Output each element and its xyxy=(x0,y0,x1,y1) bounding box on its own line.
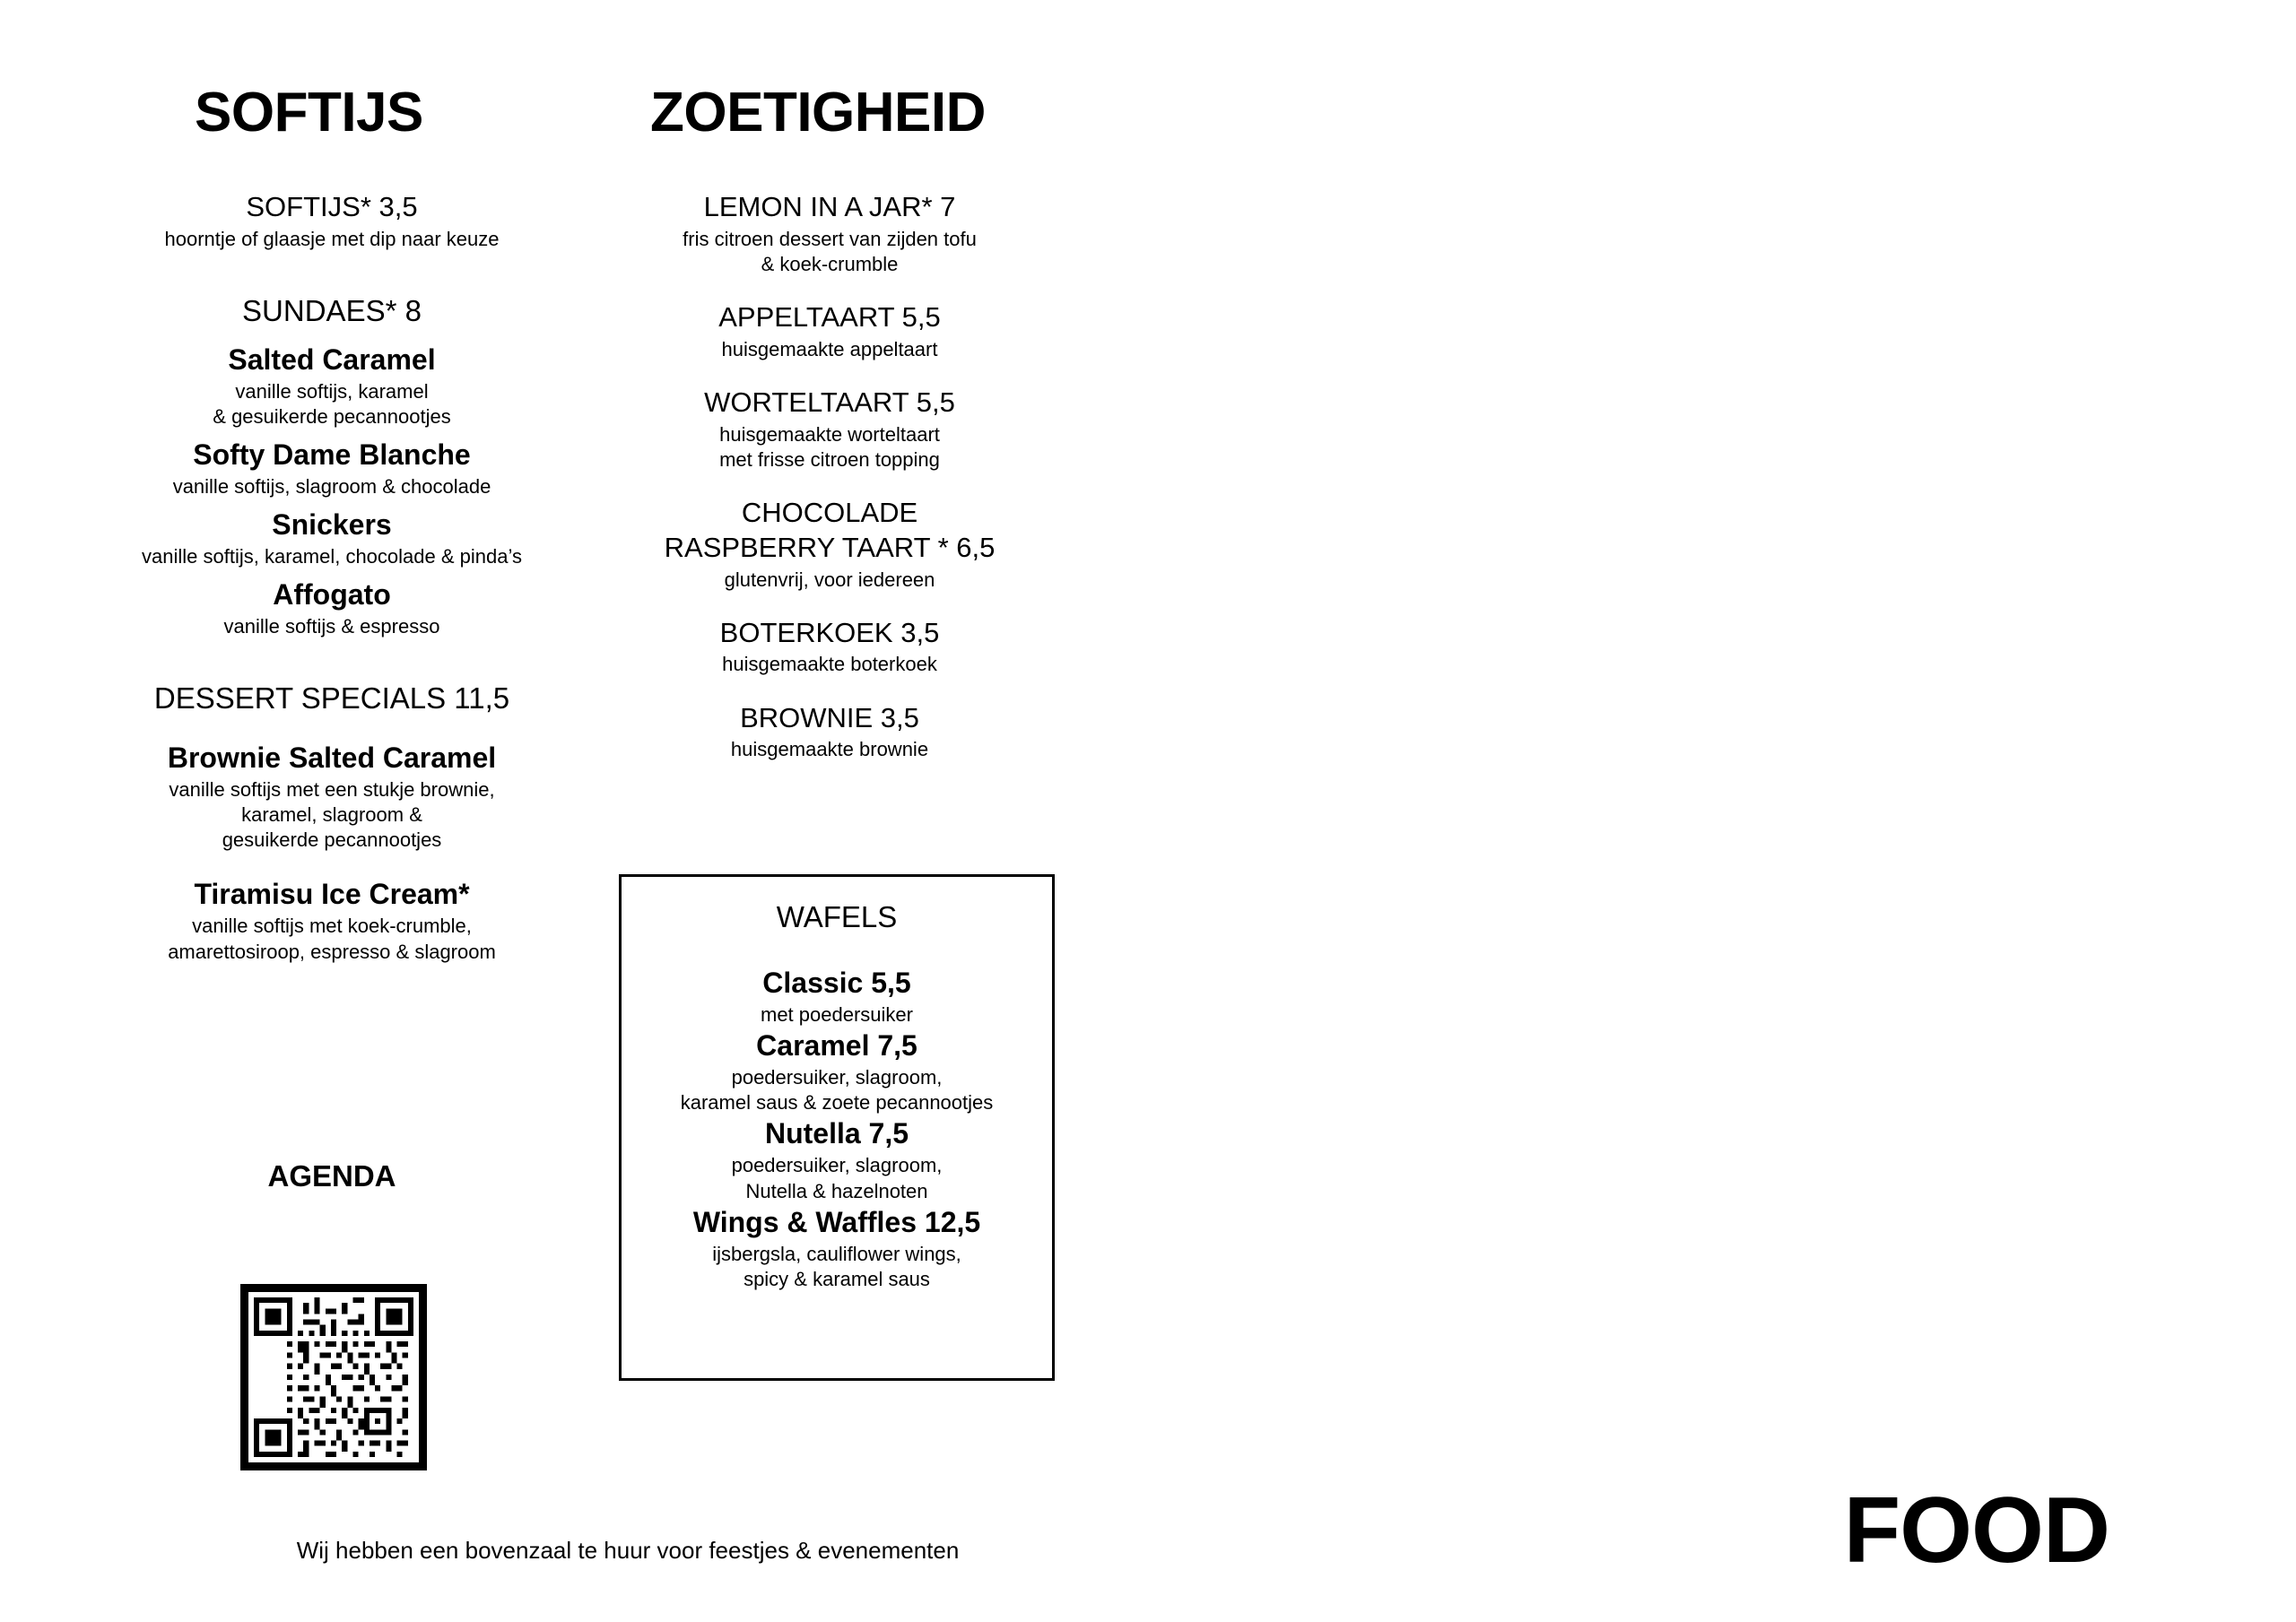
item-description: huisgemaakte worteltaart met frisse citroen topping xyxy=(719,422,940,471)
item-description: hoorntje of glaasje met dip naar keuze xyxy=(164,227,500,250)
menu-item xyxy=(592,300,1067,362)
item-description: vanille softijs, karamel & gesuikerde pecannootjes xyxy=(213,379,451,428)
menu-item xyxy=(94,190,570,252)
menu-item xyxy=(94,342,570,429)
item-description: huisgemaakte boterkoek xyxy=(722,653,937,676)
item-description: ijsbergsla, cauliflower wings, spicy & karamel saus xyxy=(712,1242,961,1290)
column-zoetigheid xyxy=(592,82,1067,763)
item-name: LEMON IN A JAR* 7 xyxy=(703,191,956,222)
menu-item xyxy=(592,701,1067,763)
menu-item xyxy=(94,740,570,853)
item-name: CHOCOLADE RASPBERRY TAART * 6,5 xyxy=(664,497,996,563)
menu-item xyxy=(94,437,570,499)
item-description: met poedersuiker xyxy=(761,1003,913,1026)
item-name: BOTERKOEK 3,5 xyxy=(719,616,940,648)
item-description: vanille softijs met een stukje brownie, karamel, slagroom & gesuikerde pecannootjes xyxy=(169,777,495,852)
menu-item xyxy=(94,876,570,964)
section-heading-sundaes: SUNDAES* 8 xyxy=(242,293,422,327)
item-description: huisgemaakte appeltaart xyxy=(721,337,938,360)
box-title-wafels: WAFELS xyxy=(776,900,898,933)
item-description: vanille softijs & espresso xyxy=(223,615,440,638)
item-description: vanille softijs, karamel, chocolade & pinda’s xyxy=(142,544,522,568)
item-name: WORTELTAART 5,5 xyxy=(704,386,955,418)
column-softijs xyxy=(94,82,570,965)
menu-item xyxy=(94,507,570,569)
item-name: Snickers xyxy=(272,507,392,541)
item-description: vanille softijs, slagroom & chocolade xyxy=(172,474,491,498)
item-name: BROWNIE 3,5 xyxy=(740,701,919,733)
menu-item xyxy=(94,577,570,639)
menu-item xyxy=(592,496,1067,593)
item-description: glutenvrij, voor iedereen xyxy=(724,568,935,591)
item-description: vanille softijs met koek-crumble, amarettosiroop, espresso & slagroom xyxy=(168,915,496,963)
item-name: Softy Dame Blanche xyxy=(193,438,471,471)
item-name: Brownie Salted Caramel xyxy=(167,741,497,774)
item-name: Wings & Waffles 12,5 xyxy=(692,1205,981,1238)
column-title-softijs: SOFTIJS xyxy=(195,82,423,143)
menu-item xyxy=(622,1204,1052,1292)
item-description: huisgemaakte brownie xyxy=(730,738,929,761)
menu-item xyxy=(592,190,1067,277)
menu-item xyxy=(622,1028,1052,1115)
section-heading-dessert-specials: DESSERT SPECIALS 11,5 xyxy=(153,681,510,716)
item-name: APPELTAART 5,5 xyxy=(718,301,941,334)
qr-code-icon[interactable] xyxy=(240,1284,427,1470)
item-description: poedersuiker, slagroom, karamel saus & zoete pecannootjes xyxy=(680,1066,994,1115)
item-description: poedersuiker, slagroom, Nutella & hazelnoten xyxy=(731,1154,943,1202)
food-title: FOOD xyxy=(1843,1479,2109,1583)
item-name: Classic 5,5 xyxy=(762,967,911,999)
item-name: Tiramisu Ice Cream* xyxy=(194,878,470,911)
menu-item xyxy=(592,386,1067,473)
footer-note: Wij hebben een bovenzaal te huur voor feestjes & evenementen xyxy=(296,1537,960,1564)
item-name: Salted Caramel xyxy=(228,343,436,376)
item-name: Caramel 7,5 xyxy=(756,1029,918,1063)
column-title-zoetigheid: ZOETIGHEID xyxy=(650,82,986,143)
menu-item xyxy=(622,1115,1052,1203)
menu-item xyxy=(592,616,1067,678)
wafels-box xyxy=(619,874,1055,1381)
item-name: Affogato xyxy=(273,578,391,612)
item-name: SOFTIJS* 3,5 xyxy=(246,191,418,222)
agenda-title: AGENDA xyxy=(267,1159,396,1193)
menu-item xyxy=(622,965,1052,1028)
item-description: fris citroen dessert van zijden tofu & koek-crumble xyxy=(683,227,977,275)
item-name: Nutella 7,5 xyxy=(764,1117,909,1150)
